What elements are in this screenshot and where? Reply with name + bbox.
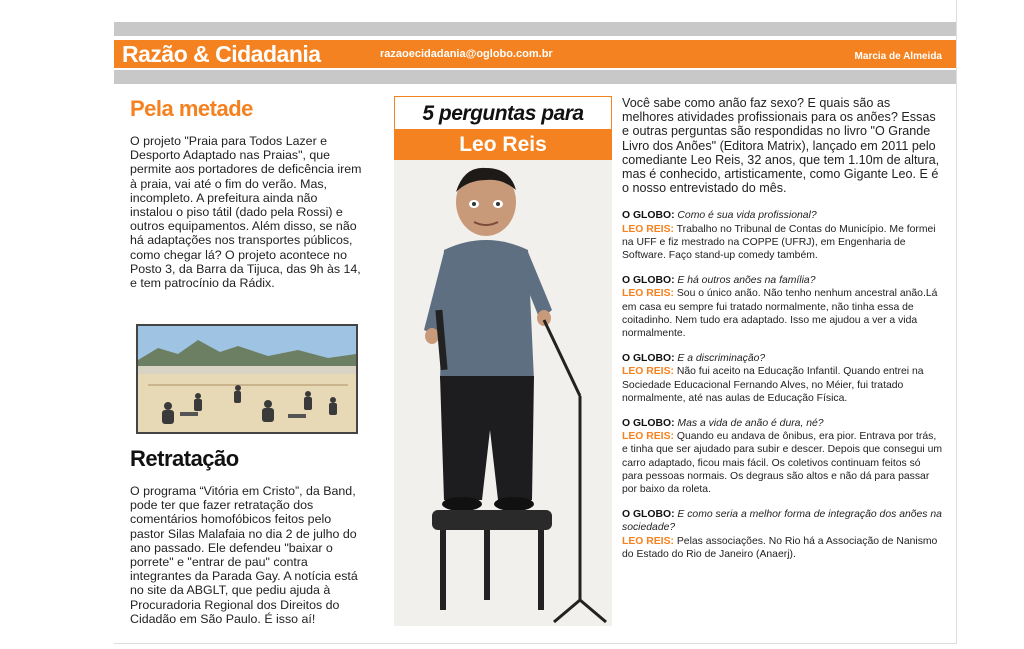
- interview-photo-panel: [394, 96, 612, 626]
- qa-item: [622, 209, 942, 262]
- answer-text: Pelas associações. No Rio há a Associação de Nanismo do Estado do Rio de Janeiro (Anaerj).: [622, 535, 938, 560]
- column-email-link[interactable]: razaoecidadania@oglobo.com.br: [380, 48, 553, 60]
- answer: [622, 224, 936, 261]
- answer: [622, 536, 937, 560]
- qa-item: [622, 417, 942, 496]
- answer-text: Quando eu andava de ônibus, era pior. Entrava por trás, e tinha que ser ajudado para subir e descer. Depois que consegui um carro adaptado, ficou mais fácil. Os coletivos continuam feitos só para pessoas normais. Os degraus são altos e não dá para passar por baixo da roleta.: [622, 431, 943, 496]
- article-title: Pela metade: [130, 96, 253, 121]
- answer: [622, 431, 942, 495]
- interview-text: [622, 96, 942, 573]
- qa-item: [622, 352, 942, 405]
- article-body: O projeto "Praia para Todos Lazer e Desporto Adaptado nas Praias", que permite aos portadores de deficência irem à praia, vai até o fim do verão. Mas, incompleto. A prefeitura ainda não instalou o piso tátil (dado pela Rossi) e outros equipamentos. Além disso, se não há adaptações nos transportes públicos, como chegar lá? O projeto acontece no Posto 3, da Barra da Tijuca, das 9h às 14, e tem patrocínio da Rádix.: [130, 134, 362, 291]
- beach-photo: [136, 324, 358, 434]
- question-text: Mas a vida de anão é dura, né?: [677, 418, 824, 430]
- question-label: O GLOBO:: [622, 418, 675, 430]
- question: [622, 274, 942, 287]
- answer: [622, 366, 924, 403]
- answer-text: Não fui aceito na Educação Infantil. Quando entrei na Sociedade Educacional Fernando Alves, no Méier, fui tratado normalmente, até nas aulas de Educação Física.: [622, 366, 924, 404]
- question-text: E como seria a melhor forma de integração dos anões na sociedade?: [622, 509, 942, 534]
- interview-intro: Você sabe como anão faz sexo? E quais são as melhores atividades profissionais para os anões? Essas e outras perguntas são respondidas no livro "O Grande Livro dos Anões" (Editora Matrix), lançado em 2011 pelo comediante Leo Reis, 32 anos, que tem 1.10m de altura, mas é conhecido, artisticamente, como Gigante Leo. E é o nosso entrevistado do mês.: [622, 96, 940, 196]
- answer-label: LEO REIS:: [622, 288, 674, 300]
- answer-label: LEO REIS:: [622, 223, 674, 235]
- question: [622, 209, 942, 222]
- qa-item: [622, 274, 942, 340]
- article-title: Retratação: [130, 446, 239, 471]
- question-label: O GLOBO:: [622, 210, 675, 222]
- question: [622, 417, 942, 430]
- section-title: Razão & Cidadania: [122, 41, 321, 67]
- article-pela-metade: [130, 96, 362, 290]
- newspaper-page: [114, 0, 957, 644]
- question: [622, 508, 942, 534]
- question-text: Como é sua vida profissional?: [677, 210, 817, 222]
- article-retratacao: [130, 446, 362, 626]
- interviewee-name: Leo Reis: [394, 130, 612, 160]
- question: [622, 352, 942, 365]
- qa-list: [622, 209, 942, 561]
- question-label: O GLOBO:: [622, 353, 675, 365]
- question-text: E há outros anões na família?: [677, 275, 816, 287]
- beach-scene-image: [138, 326, 356, 432]
- columnist-name: Marcia de Almeida: [854, 51, 942, 62]
- qa-item: [622, 508, 942, 561]
- answer-label: LEO REIS:: [622, 535, 674, 547]
- answer: [622, 288, 937, 339]
- answer-text: Sou o único anão. Não tenho nenhum ancestral anão.Lá em casa eu sempre fui tratado normalmente, não tinha essa de coitadinho. Nem tudo era adaptado. Isso me ajudou a ver a vida normalmente.: [622, 288, 938, 340]
- question-label: O GLOBO:: [622, 275, 675, 287]
- answer-label: LEO REIS:: [622, 431, 674, 443]
- question-label: O GLOBO:: [622, 509, 675, 521]
- answer-text: Trabalho no Tribunal de Contas do Município. Me formei na UFF e fiz mestrado na COPPE (UFRJ), em Engenharia de Software. Faço stand-up comedy também.: [622, 223, 936, 262]
- article-body: O programa “Vitória em Cristo”, da Band, pode ter que fazer retratação dos comentários homofóbicos feitos pelo pastor Silas Malafaia no dia 2 de julho do ano passado. Ele defendeu "baixar o porrete" e "entrar de pau" contra integrantes da Parada Gay. A notícia está no site da ABGLT, que pediu ajuda à Procuradoria Regional dos Direitos do Cidadão em São Paulo. É isso aí!: [130, 484, 358, 626]
- interview-heading: 5 perguntas para: [394, 96, 612, 130]
- question-text: E a discriminação?: [677, 353, 766, 365]
- answer-label: LEO REIS:: [622, 366, 674, 378]
- interviewee-photo: [394, 160, 612, 626]
- top-gray-rule: [114, 22, 956, 36]
- bottom-gray-rule: [114, 70, 956, 84]
